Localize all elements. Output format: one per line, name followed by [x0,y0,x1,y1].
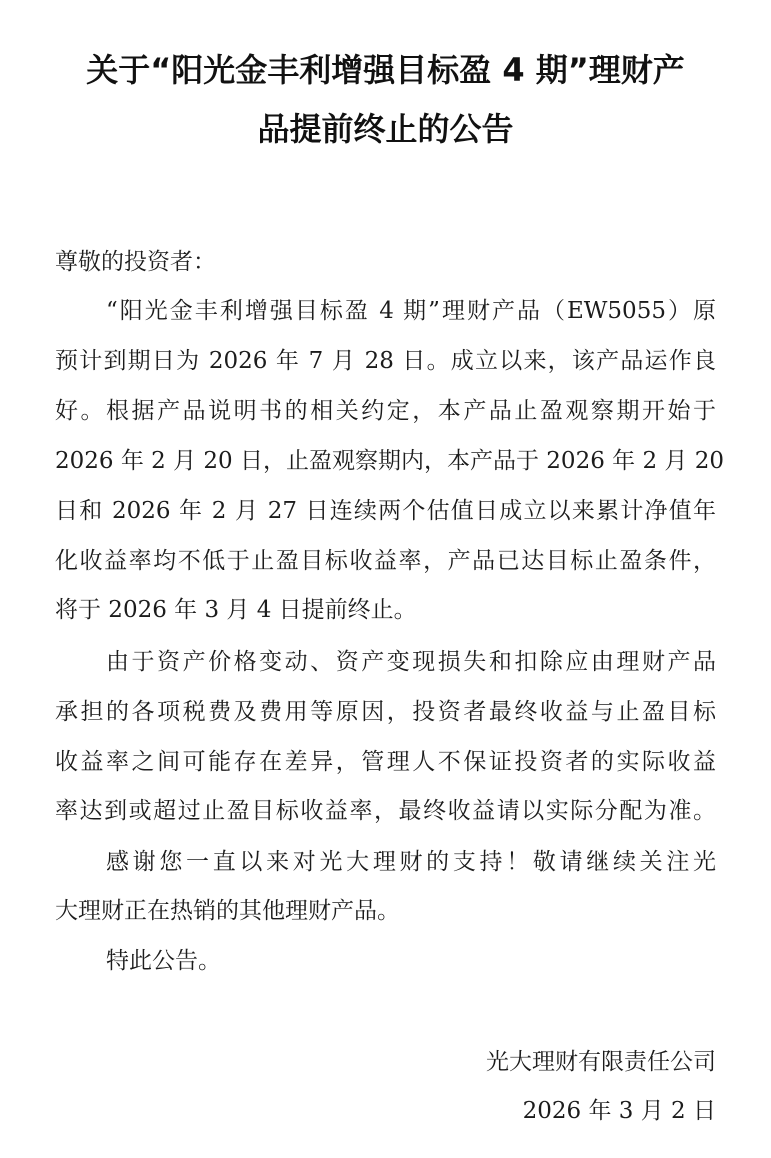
signature-date: 2026 年 3 月 2 日 [522,1098,716,1124]
paragraph-1-line-5: 日和 2026 年 2 月 27 日连续两个估值日成立以来累计净值年 [55,498,716,524]
paragraph-2-line-1: 由于资产价格变动、资产变现损失和扣除应由理财产品 [106,649,716,675]
paragraph-1-line-1: “阳光金丰利增强目标盈 4 期”理财产品（EW5055）原 [106,298,716,324]
title-line-1: 关于“阳光金丰利增强目标盈 4 期”理财产 [86,51,685,89]
paragraph-3-line-2: 大理财正在热销的其他理财产品。 [55,898,400,924]
paragraph-1-line-4: 2026 年 2 月 20 日，止盈观察期内，本产品于 2026 年 2 月 20 [55,448,724,474]
paragraph-1-line-6: 化收益率均不低于止盈目标收益率，产品已达目标止盈条件， [55,548,716,574]
paragraph-1-line-3: 好。根据产品说明书的相关约定，本产品止盈观察期开始于 [55,398,716,424]
paragraph-2-line-2: 承担的各项税费及费用等原因，投资者最终收益与止盈目标 [55,699,716,725]
paragraph-2-line-3: 收益率之间可能存在差异，管理人不保证投资者的实际收益 [55,749,716,775]
title-line-2: 品提前终止的公告 [257,110,514,148]
closing-remark: 特此公告。 [106,948,221,974]
paragraph-1-line-7: 将于 2026 年 3 月 4 日提前终止。 [55,597,417,623]
paragraph-3-line-1: 感谢您一直以来对光大理财的支持！敬请继续关注光 [106,849,716,875]
paragraph-1-line-2: 预计到期日为 2026 年 7 月 28 日。成立以来，该产品运作良 [55,348,716,374]
paragraph-2-line-4: 率达到或超过止盈目标收益率，最终收益请以实际分配为准。 [55,798,716,824]
signature-company: 光大理财有限责任公司 [486,1049,716,1075]
salutation: 尊敬的投资者： [55,249,216,275]
